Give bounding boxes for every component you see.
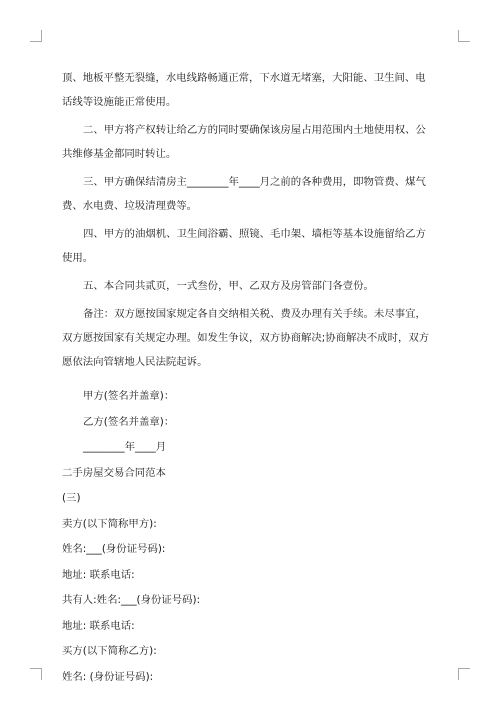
paragraph-clause-4: 四、甲方的油烟机、卫生间浴霸、照镜、毛巾架、墙柜等基本设施留给乙方使用。 [62,228,426,264]
paragraph-clause-5: 五、本合同共贰页，一式叁份，甲、乙双方及房管部门各壹份。 [83,280,374,292]
paragraph-facilities: 顶、地板平整无裂缝，水电线路畅通正常，下水道无堵塞，大阳能、卫生间、电话线等设施能正常使用。 [62,72,426,108]
paragraph-clause-2: 二、甲方将产权转让给乙方的同时要确保该房屋占用范围内土地使用权、公共维修基金都同时转让。 [62,124,426,160]
page-corner-mark-top-left [30,30,42,42]
paragraph-clause-3: 三、甲方确保结清房主________年____月之前的各种费用，即物管费、煤气费、水电费、垃圾清理费等。 [62,176,426,212]
co-owner-name-field: 共有人:姓名:___(身份证号码): [62,594,201,606]
page-corner-mark-top-right [458,30,470,42]
co-owner-address-field: 地址: 联系电话: [62,619,135,632]
signature-party-a: 甲方(签名并盖章)： [83,390,175,402]
buyer-heading: 买方(以下简称乙方): [62,645,157,657]
page-corner-mark-bottom-left [30,668,42,680]
section-title: 二手房屋交易合同范本 [62,466,166,479]
seller-address-field: 地址: 联系电话: [62,568,135,581]
seller-heading: 卖方(以下简称甲方): [62,517,157,530]
buyer-name-field: 姓名: (身份证号码): [62,670,154,683]
seller-name-field: 姓名:___(身份证号码): [62,543,166,555]
document-body [62,66,434,690]
paragraph-remarks: 备注：双方愿按国家规定各自交纳相关税、费及办理有关手续。未尽事宜，双方愿按国家有关规定办理。如发生争议，双方协商解决;协商解决不成时，双方愿依法向管辖地人民法院起诉。 [62,308,430,368]
signature-party-b: 乙方(签名并盖章)： [83,415,175,428]
page-corner-mark-bottom-right [458,668,470,680]
section-number: (三) [62,492,81,504]
signature-date: ________年____月 [83,441,167,453]
